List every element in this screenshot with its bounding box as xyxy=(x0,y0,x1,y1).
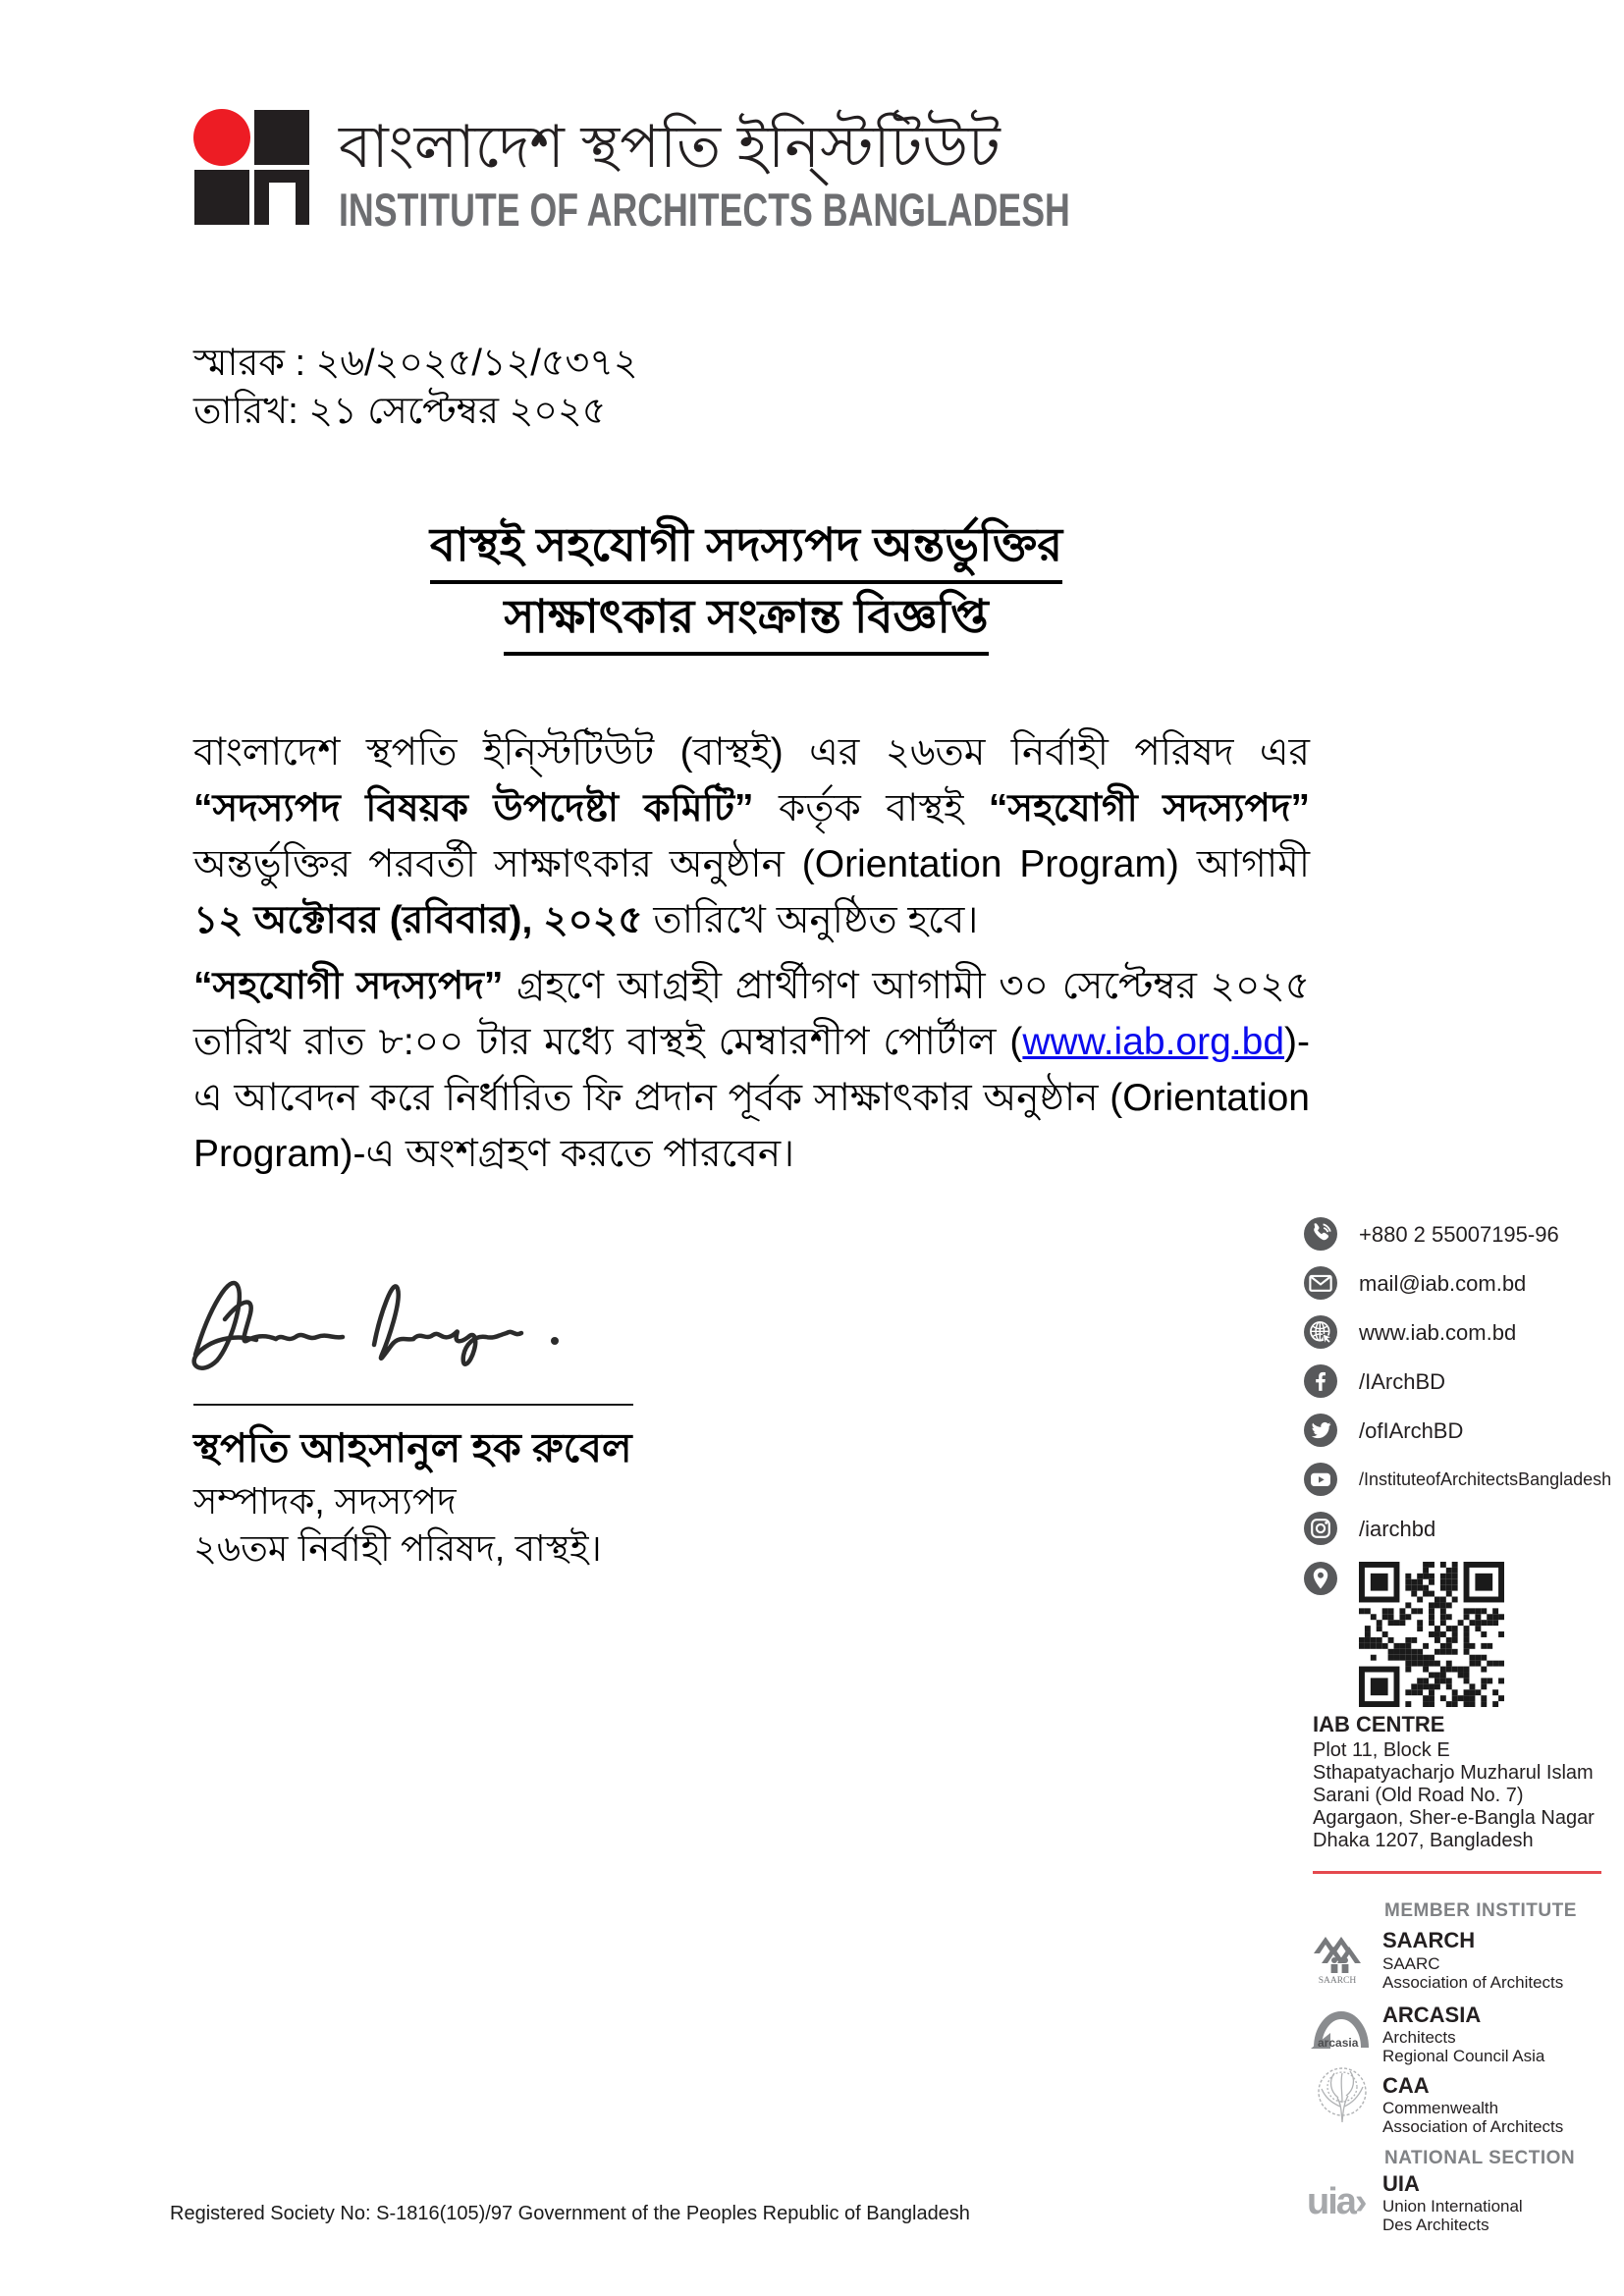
logo-door-hole xyxy=(269,183,296,225)
logo-door-square xyxy=(254,170,309,225)
svg-text:arcasia: arcasia xyxy=(1318,2036,1359,2050)
iab-portal-link[interactable]: www.iab.org.bd xyxy=(1022,1021,1285,1063)
svg-text:SAARCH: SAARCH xyxy=(1318,1976,1357,1985)
iab-logo-mark xyxy=(194,110,309,225)
caa-line2: Association of Architects xyxy=(1382,2117,1564,2136)
phone-number: +880 2 55007195-96 xyxy=(1359,1222,1559,1247)
location-pin-icon xyxy=(1304,1562,1337,1595)
sidebar-divider xyxy=(1313,1871,1601,1874)
caa-line1: Commenwealth xyxy=(1382,2099,1499,2117)
body-paragraph-1 xyxy=(193,724,1310,948)
youtube-icon xyxy=(1304,1463,1337,1496)
registration-footer: Registered Society No: S-1816(105)/97 Government of the Peoples Republic of Bangladesh xyxy=(170,2203,970,2224)
globe-icon xyxy=(1304,1315,1337,1349)
para2-bold-membership: “সহযোগী সদস্যপদ” xyxy=(193,965,504,1007)
phone-icon xyxy=(1304,1217,1337,1251)
signatory-name: স্থপতি আহসানুল হক রুবেল xyxy=(193,1425,632,1470)
address-line: Sthapatyacharjo Muzharul Islam xyxy=(1313,1762,1594,1784)
notice-title-line1: বাস্থই সহযোগী সদস্যপদ অন্তর্ভুক্তির xyxy=(430,512,1062,584)
handwritten-signature xyxy=(180,1256,582,1399)
para1-bold-committee: “সদস্যপদ বিষয়ক উপদেষ্টা কমিটি” xyxy=(193,787,754,829)
instagram-handle: /iarchbd xyxy=(1359,1517,1436,1541)
facebook-handle: /IArchBD xyxy=(1359,1369,1446,1394)
arcasia-line2: Regional Council Asia xyxy=(1382,2047,1545,2065)
uia-line1: Union International xyxy=(1382,2197,1523,2216)
logo-red-circle xyxy=(193,109,250,166)
para1-text: বাংলাদেশ স্থপতি ইন্স্টিটিউট (বাস্থই) এর ২৬তম নির্বাহী পরিষদ এর xyxy=(193,731,1310,774)
memo-ref-line: স্মারক : ২৬/২০২৫/১২/৫৩৭২ xyxy=(193,343,638,384)
signatory-role: সম্পাদক, সদস্যপদ xyxy=(193,1481,457,1522)
saarch-line1: SAARC xyxy=(1382,1954,1440,1973)
para1-text: তারিখে অনুষ্ঠিত হবে। xyxy=(642,899,979,941)
national-section-heading: NATIONAL SECTION xyxy=(1384,2148,1576,2168)
twitter-handle: /ofIArchBD xyxy=(1359,1418,1464,1443)
address-block xyxy=(1313,1739,1595,1852)
notice-title xyxy=(187,512,1306,656)
arcasia-line1: Architects xyxy=(1382,2028,1456,2047)
saarch-logo xyxy=(1310,1928,1373,1985)
memo-block xyxy=(193,340,638,436)
uia-line2: Des Architects xyxy=(1382,2216,1489,2234)
saarch-name: SAARCH xyxy=(1382,1928,1476,1952)
memo-date-line: তারিখ: ২১ সেপ্টেম্বর ২০২৫ xyxy=(193,391,607,432)
instagram-icon xyxy=(1304,1512,1337,1545)
para2-text: )-এ আবেদন করে নির্ধারিত ফি প্রদান পূর্বক সাক্ষাৎকার অনুষ্ঠান (Orientation Program)-এ অংশগ্রহণ করতে পারবেন। xyxy=(193,1021,1310,1175)
facebook-icon xyxy=(1304,1364,1337,1398)
arcasia-logo xyxy=(1310,2002,1373,2050)
address-line: Sarani (Old Road No. 7) xyxy=(1313,1785,1524,1806)
org-name-bengali: বাংলাদেশ স্থপতি ইন্স্টিটিউট xyxy=(339,114,1001,180)
uia-logo: uia› xyxy=(1307,2181,1366,2222)
signature-rule xyxy=(193,1404,633,1406)
website-url: www.iab.com.bd xyxy=(1359,1320,1517,1345)
para1-text: কর্তৃক বাস্থই xyxy=(753,787,989,829)
member-institute-heading: MEMBER INSTITUTE xyxy=(1384,1900,1577,1921)
address-line: Dhaka 1207, Bangladesh xyxy=(1313,1830,1534,1851)
caa-name: CAA xyxy=(1382,2073,1430,2098)
body-paragraph-2 xyxy=(193,958,1310,1182)
para1-text: অন্তর্ভুক্তির পরবর্তী সাক্ষাৎকার অনুষ্ঠান (Orientation Program) আগামী xyxy=(193,843,1310,885)
caa-logo xyxy=(1310,2061,1375,2128)
logo-black-square-top xyxy=(254,110,309,165)
notice-title-line2: সাক্ষাৎকার সংক্রান্ত বিজ্ঞপ্তি xyxy=(504,584,988,656)
mail-icon xyxy=(1304,1266,1337,1300)
youtube-handle: /InstituteofArchitectsBangladesh xyxy=(1359,1469,1612,1489)
org-name-english: INSTITUTE OF ARCHITECTS BANGLADESH xyxy=(339,184,1070,236)
para2-text: গ্রহণে আগ্রহী প্রার্থীগণ আগামী ৩০ সেপ্টেম্বর ২০২৫ তারিখ রাত ৮:০০ টার মধ্যে বাস্থই মেম্বারশীপ পোর্টাল ( xyxy=(193,965,1311,1063)
uia-name: UIA xyxy=(1382,2171,1420,2196)
para1-bold-date: ১২ অক্টোবর (রবিবার), ২০২৫ xyxy=(193,899,643,941)
qr-code xyxy=(1359,1562,1504,1707)
address-title: IAB CENTRE xyxy=(1313,1712,1445,1736)
address-line: Agargaon, Sher-e-Bangla Nagar xyxy=(1313,1807,1595,1829)
twitter-icon xyxy=(1304,1414,1337,1447)
saarch-line2: Association of Architects xyxy=(1382,1973,1564,1992)
para1-bold-membership: “সহযোগী সদস্যপদ” xyxy=(988,787,1310,829)
logo-black-square-bottom xyxy=(194,170,249,225)
email-address: mail@iab.com.bd xyxy=(1359,1271,1527,1296)
arcasia-name: ARCASIA xyxy=(1382,2002,1482,2027)
signatory-council: ২৬তম নির্বাহী পরিষদ, বাস্থই। xyxy=(193,1528,602,1569)
address-line: Plot 11, Block E xyxy=(1313,1739,1450,1761)
